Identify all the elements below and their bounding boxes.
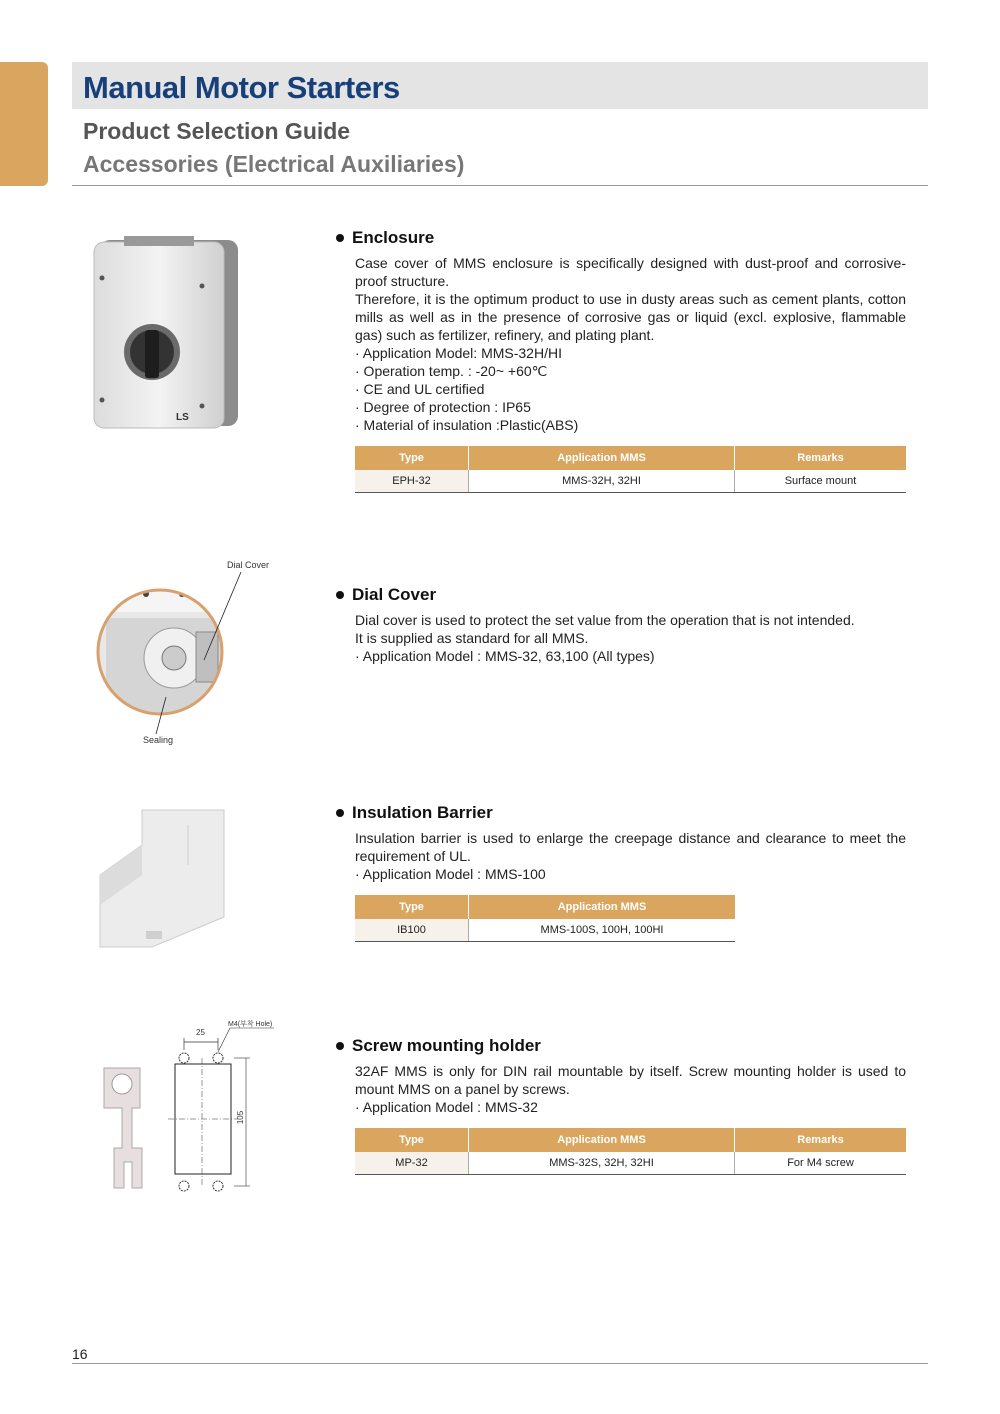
- table-header: Application MMS: [469, 446, 735, 470]
- dial-cover-heading: [336, 585, 906, 605]
- list-item: · Material of insulation :Plastic(ABS): [355, 417, 579, 433]
- enclosure-spec-list: [355, 344, 906, 434]
- dial-cover-image: [96, 572, 256, 737]
- insulation-barrier-paragraph-1: Insulation barrier is used to enlarge the creepage distance and clearance to meet the requirement of UL.: [355, 830, 906, 864]
- screw-holder-table: [355, 1128, 906, 1175]
- screw-holder-heading: [336, 1036, 906, 1056]
- table-header: Type: [355, 895, 469, 919]
- table-header: Remarks: [735, 1128, 907, 1152]
- dial-cover-paragraph-2: It is supplied as standard for all MMS.: [355, 630, 589, 646]
- enclosure-image: [90, 230, 240, 430]
- table-header: Remarks: [735, 446, 907, 470]
- enclosure-heading-text: Enclosure: [352, 228, 435, 247]
- bullet-icon: [336, 591, 344, 599]
- dial-cover-paragraph-1: Dial cover is used to protect the set value from the operation that is not intended.: [355, 612, 855, 628]
- footer-divider: [72, 1363, 928, 1364]
- enclosure-paragraph-1: Case cover of MMS enclosure is specifically designed with dust-proof and corrosive-proof structure.: [355, 255, 906, 289]
- table-cell: MMS-100S, 100H, 100HI: [469, 919, 736, 942]
- table-header: Type: [355, 446, 469, 470]
- list-item: · Application Model : MMS-32, 63,100 (All types): [355, 648, 655, 664]
- insulation-barrier-spec-list: [355, 865, 906, 883]
- insulation-barrier-table: [355, 895, 735, 942]
- list-item: · Operation temp. : -20~ +60℃: [355, 363, 548, 379]
- side-tab: [0, 62, 48, 186]
- insulation-barrier-heading-text: Insulation Barrier: [352, 803, 493, 822]
- insulation-barrier-section: [336, 803, 906, 942]
- page-subtitle-2: Accessories (Electrical Auxiliaries): [83, 151, 465, 177]
- list-item: · Application Model : MMS-32: [355, 1099, 538, 1115]
- table-header: Application MMS: [469, 1128, 735, 1152]
- dim-hole-label: M4(부착 Hole): [228, 1021, 273, 1028]
- table-cell: MMS-32H, 32HI: [469, 470, 735, 493]
- screw-holder-section: [336, 1036, 906, 1175]
- page-title: Manual Motor Starters: [83, 70, 400, 105]
- table-cell: Surface mount: [735, 470, 907, 493]
- table-header: Type: [355, 1128, 469, 1152]
- sealing-callout: Sealing: [143, 735, 174, 745]
- bullet-icon: [336, 234, 344, 242]
- table-header: Application MMS: [469, 895, 736, 919]
- table-cell: MMS-32S, 32H, 32HI: [469, 1152, 735, 1175]
- dim-height-label: 105: [236, 1110, 246, 1125]
- screw-holder-heading-text: Screw mounting holder: [352, 1036, 541, 1055]
- screw-holder-drawing: [168, 1018, 288, 1198]
- list-item: · CE and UL certified: [355, 381, 485, 397]
- insulation-barrier-image: [92, 805, 242, 955]
- table-cell: MP-32: [355, 1152, 469, 1175]
- enclosure-table: [355, 446, 906, 493]
- dial-cover-heading-text: Dial Cover: [352, 585, 437, 604]
- enclosure-heading: [336, 228, 906, 248]
- brand-logo: LS: [176, 412, 189, 423]
- page-number: 16: [72, 1346, 88, 1362]
- insulation-barrier-heading: [336, 803, 906, 823]
- header-divider: [72, 185, 928, 186]
- dial-cover-spec-list: [355, 647, 906, 665]
- bullet-icon: [336, 809, 344, 817]
- screw-holder-image: [96, 1060, 156, 1195]
- bullet-icon: [336, 1042, 344, 1050]
- list-item: · Application Model : MMS-100: [355, 866, 546, 882]
- dial-cover-callout: Dial Cover: [227, 560, 270, 570]
- table-cell: For M4 screw: [735, 1152, 907, 1175]
- table-cell: IB100: [355, 919, 469, 942]
- dim-width-label: 25: [196, 1028, 205, 1037]
- enclosure-paragraph-2: Therefore, it is the optimum product to use in dusty areas such as cement plants, cotton mills as well as in the presence of corrosive gas or liquid (excl. explosive, flammable gas) such as fertilizer, refinery, and plating plant.: [355, 291, 906, 343]
- page-subtitle: Product Selection Guide: [83, 118, 351, 144]
- table-cell: EPH-32: [355, 470, 469, 493]
- enclosure-section: [336, 228, 906, 493]
- list-item: · Application Model: MMS-32H/HI: [355, 345, 562, 361]
- screw-holder-paragraph-1: 32AF MMS is only for DIN rail mountable by itself. Screw mounting holder is used to mount MMS on a panel by screws.: [355, 1063, 906, 1097]
- list-item: · Degree of protection : IP65: [355, 399, 531, 415]
- dial-cover-section: [336, 585, 906, 665]
- screw-holder-spec-list: [355, 1098, 906, 1116]
